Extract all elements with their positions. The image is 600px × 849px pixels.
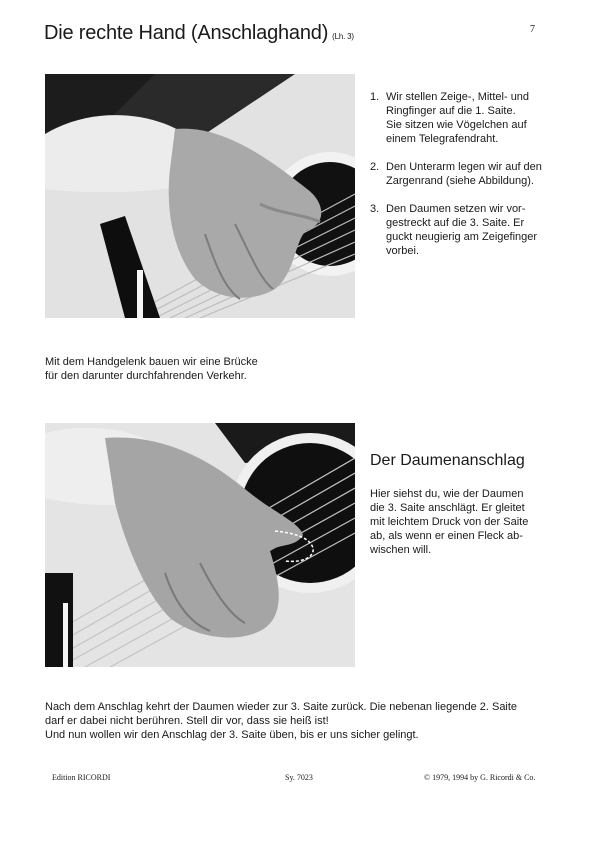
text-line: darf er dabei nicht berühren. Stell dir vor, dass sie heiß ist! — [45, 715, 329, 727]
instruction-number: 1. — [370, 91, 380, 103]
instruction-line: Den Unterarm legen wir auf den — [386, 161, 542, 173]
instruction-list — [370, 90, 555, 272]
text-line: ab, als wenn er einen Fleck ab- — [370, 530, 523, 542]
text-line: die 3. Saite anschlägt. Er gleitet — [370, 502, 525, 514]
instruction-line: Ringfinger auf die 1. Saite. — [386, 105, 516, 117]
instruction-line: Zargenrand (siehe Abbildung). — [386, 175, 534, 187]
page-title-text: Die rechte Hand (Anschlaghand) — [44, 22, 329, 44]
instruction-line: einem Telegrafendraht. — [386, 133, 499, 145]
page-title-reference: (Lh. 3) — [332, 32, 354, 41]
footer-copyright: © 1979, 1994 by G. Ricordi & Co. — [424, 773, 536, 782]
page-number: 7 — [530, 24, 535, 35]
photo-thumb-stroke — [45, 423, 355, 667]
text-line: Mit dem Handgelenk bauen wir eine Brücke — [45, 356, 258, 368]
instruction-line: Wir stellen Zeige-, Mittel- und — [386, 91, 530, 103]
instruction-line: vorbei. — [386, 245, 420, 257]
closing-paragraph — [45, 700, 555, 742]
instruction-line: gestreckt auf die 3. Saite. Er — [386, 217, 525, 229]
text-line: Hier siehst du, wie der Daumen — [370, 488, 524, 500]
wrist-bridge-text — [45, 355, 305, 383]
text-line: wischen will. — [370, 544, 432, 556]
instruction-item — [370, 160, 555, 188]
instruction-line: guckt neugierig am Zeigefinger — [386, 231, 538, 243]
text-line: Und nun wollen wir den Anschlag der 3. Saite üben, bis er uns sicher gelingt. — [45, 729, 419, 741]
text-line: Nach dem Anschlag kehrt der Daumen wieder zur 3. Saite zurück. Die nebenan liegende 2. Saite — [45, 701, 518, 713]
footer-publisher: Edition RICORDI — [52, 773, 111, 782]
thumb-stroke-heading: Der Daumenanschlag — [370, 452, 525, 469]
instruction-number: 3. — [370, 203, 380, 215]
instruction-line: Sie sitzen wie Vögelchen auf — [386, 119, 527, 131]
footer-catalog-number: Sy. 7023 — [285, 773, 313, 782]
instruction-item — [370, 202, 555, 258]
instruction-line: Den Daumen setzen wir vor- — [386, 203, 526, 215]
text-line: mit leichtem Druck von der Saite — [370, 516, 529, 528]
thumb-stroke-text — [370, 487, 540, 557]
instruction-item — [370, 90, 555, 146]
photo-hand-position — [45, 74, 355, 318]
page-title — [44, 22, 354, 45]
instruction-number: 2. — [370, 161, 380, 173]
text-line: für den darunter durchfahrenden Verkehr. — [45, 370, 247, 382]
